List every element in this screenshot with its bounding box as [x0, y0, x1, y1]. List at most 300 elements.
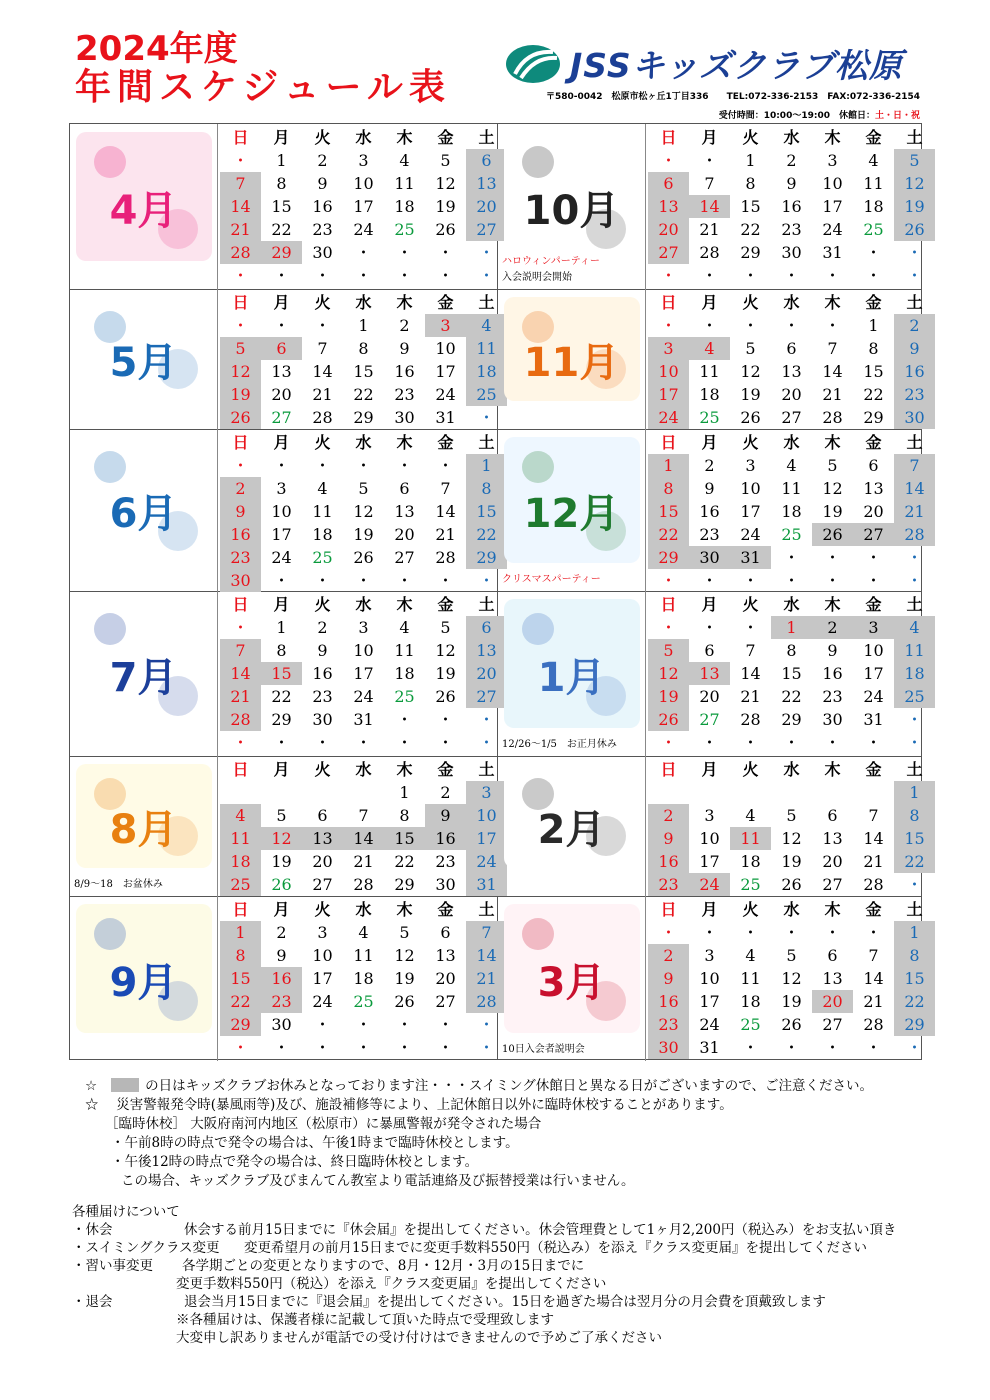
calendar-day: 3 — [276, 479, 287, 498]
empty-day: ・ — [396, 266, 413, 285]
calendar-day: 13 — [466, 172, 507, 195]
weekday-header: 土 — [478, 595, 495, 614]
calendar-day: 12 — [648, 662, 689, 685]
calendar-day: 3 — [827, 151, 838, 170]
calendar-day: 15 — [271, 197, 292, 216]
brand-logo-icon — [505, 44, 561, 84]
month-caption: 8/9～18 お盆休み — [74, 879, 163, 890]
weekday-header: 火 — [314, 760, 331, 779]
closure-rule-noon: ・午後12時の時点で発令の場合は、終日臨時休校とします。 — [111, 1154, 479, 1170]
empty-day: ・ — [314, 456, 331, 475]
calendar-day: 6 — [704, 641, 715, 660]
calendar-day: 28 — [863, 875, 884, 894]
empty-day: ・ — [906, 1038, 923, 1057]
calendar-day: 12 — [781, 829, 802, 848]
calendar-day: 23 — [261, 990, 302, 1013]
calendar-day: 31 — [466, 873, 507, 896]
calendar-day: 6 — [317, 806, 328, 825]
empty-day: ・ — [660, 733, 677, 752]
calendar-day: 4 — [689, 337, 730, 360]
empty-day: ・ — [701, 266, 718, 285]
calendar-day: 13 — [435, 946, 456, 965]
calendar-day: 9 — [220, 500, 261, 523]
calendar-day: 27 — [466, 685, 507, 708]
calendar-day: 22 — [648, 523, 689, 546]
weekday-header: 木 — [396, 900, 413, 919]
calendar-day: 13 — [466, 639, 507, 662]
month-label: 6月 — [109, 491, 178, 537]
calendar-day: 26 — [220, 406, 261, 429]
form-value: 変更手数料550円（税込）を添え『クラス変更届』を提出してください — [176, 1276, 607, 1292]
weekday-header: 月 — [273, 900, 290, 919]
empty-day: ・ — [273, 456, 290, 475]
empty-day: ・ — [824, 733, 841, 752]
calendar-day: 24 — [689, 873, 730, 896]
weekday-header: 木 — [396, 433, 413, 452]
weekday-header: 土 — [478, 900, 495, 919]
weekday-header: 水 — [783, 128, 800, 147]
calendar-day: 5 — [440, 618, 451, 637]
weekday-header: 水 — [355, 128, 372, 147]
calendar-day: 18 — [863, 197, 884, 216]
calendar-day: 23 — [312, 687, 333, 706]
empty-day: ・ — [906, 243, 923, 262]
weekday-header: 木 — [396, 595, 413, 614]
calendar-day: 27 — [822, 1015, 843, 1034]
calendar-day: 19 — [353, 525, 374, 544]
empty-day: ・ — [232, 1038, 249, 1057]
month-block — [498, 591, 923, 756]
weekday-header: 金 — [865, 128, 882, 147]
month-caption: 12/26～1/5 お正月休み — [502, 739, 617, 750]
calendar-day: 14 — [894, 477, 935, 500]
weekday-header: 金 — [437, 760, 454, 779]
weekday-header: 金 — [437, 433, 454, 452]
title-main: 年間スケジュール表 — [75, 67, 451, 109]
calendar-day: 26 — [781, 1015, 802, 1034]
calendar-day: 22 — [353, 385, 374, 404]
calendar-day: 24 — [863, 687, 884, 706]
calendar-day: 3 — [648, 337, 689, 360]
empty-day: ・ — [783, 733, 800, 752]
calendar-day: 24 — [353, 220, 374, 239]
calendar-day: 1 — [220, 921, 261, 944]
month-illustration — [70, 756, 218, 896]
calendar-day: 17 — [312, 969, 333, 988]
calendar-day: 12 — [394, 946, 415, 965]
calendar-day: 24 — [466, 850, 507, 873]
calendar-day — [343, 781, 384, 804]
calendar-day: 10 — [740, 479, 761, 498]
calendar-day: 26 — [648, 708, 689, 731]
calendar-day: 14 — [343, 827, 384, 850]
calendar-day: 8 — [894, 804, 935, 827]
disaster-note: ☆ 災害警報発令時(暴風雨等)及び、施設補修等により、上記休館日以外に臨時休校することがあります。 — [85, 1097, 733, 1113]
weekday-header: 月 — [273, 293, 290, 312]
weekday-header: 水 — [783, 900, 800, 919]
calendar-day: 18 — [394, 664, 415, 683]
weekday-header: 木 — [824, 128, 841, 147]
empty-day: ・ — [742, 618, 759, 637]
page-title — [75, 30, 451, 108]
calendar-day: 23 — [822, 687, 843, 706]
calendar-day: 3 — [358, 151, 369, 170]
empty-day: ・ — [742, 316, 759, 335]
calendar-day: 15 — [781, 664, 802, 683]
form-row — [72, 1329, 922, 1347]
empty-day: ・ — [783, 571, 800, 590]
empty-day: ・ — [273, 733, 290, 752]
month-block — [70, 756, 495, 896]
weekday-header: 月 — [701, 900, 718, 919]
month-illustration — [498, 429, 646, 591]
calendar-day: 22 — [271, 687, 292, 706]
calendar-day: 21 — [740, 687, 761, 706]
calendar-day: 5 — [358, 479, 369, 498]
calendar-day: 16 — [894, 360, 935, 383]
calendar-day: 5 — [648, 639, 689, 662]
empty-day: ・ — [232, 316, 249, 335]
calendar-day: 5 — [220, 337, 261, 360]
calendar-day: 4 — [868, 151, 879, 170]
calendar-day: 25 — [466, 383, 507, 406]
calendar-day: 22 — [894, 850, 935, 873]
month-label: 7月 — [109, 654, 178, 701]
empty-day: ・ — [232, 618, 249, 637]
empty-day: ・ — [396, 733, 413, 752]
calendar-day: 15 — [220, 967, 261, 990]
empty-day: ・ — [478, 266, 495, 285]
weekday-header: 土 — [906, 595, 923, 614]
weekday-header: 水 — [355, 760, 372, 779]
empty-day: ・ — [783, 1038, 800, 1057]
calendar-day: 13 — [394, 502, 415, 521]
calendar-day: 9 — [317, 174, 328, 193]
calendar-day: 12 — [261, 827, 302, 850]
calendar-day — [689, 781, 730, 804]
calendar-day: 11 — [220, 827, 261, 850]
weekday-header: 木 — [824, 900, 841, 919]
weekday-header: 水 — [783, 433, 800, 452]
form-key: ・習い事変更 — [72, 1258, 153, 1274]
calendar-day: 13 — [822, 969, 843, 988]
calendar-day: 4 — [358, 923, 369, 942]
calendar-day: 9 — [704, 479, 715, 498]
weekday-header: 木 — [824, 760, 841, 779]
closure-no-call-note: この場合、キッズクラブ及びまんてん教室より電話連絡及び振替授業は行いません。 — [121, 1173, 635, 1189]
calendar-day: 27 — [853, 523, 894, 546]
calendar-day: 18 — [394, 197, 415, 216]
month-block — [498, 124, 923, 289]
month-illustration — [70, 896, 218, 1061]
form-value: 退会当月15日までに『退会届』を提出してください。15日を過ぎた場合は翌月分の月会費を頂戴致します — [184, 1294, 826, 1310]
calendar-day: 21 — [894, 500, 935, 523]
form-row — [72, 1311, 922, 1329]
calendar-day: 6 — [868, 456, 879, 475]
calendar-day: 1 — [399, 783, 410, 802]
calendar-day: 3 — [704, 946, 715, 965]
calendar-day: 19 — [220, 383, 261, 406]
address-line: 〒580-0042 松原市松ヶ丘1丁目336 TEL:072-336-2153 FAX:072-336-2154 — [545, 92, 920, 102]
closure-rule-morning: ・午前8時の時点で発令の場合は、午後1時まで臨時休校とします。 — [111, 1135, 519, 1151]
calendar-day: 17 — [740, 502, 761, 521]
calendar-day: 6 — [466, 149, 507, 172]
calendar-day: 23 — [781, 220, 802, 239]
calendar-day: 3 — [466, 781, 507, 804]
calendar-day: 5 — [827, 456, 838, 475]
calendar-day: 15 — [863, 362, 884, 381]
empty-day: ・ — [660, 618, 677, 637]
calendar-day: 2 — [220, 477, 261, 500]
empty-day: ・ — [742, 923, 759, 942]
calendar-day: 30 — [648, 1036, 689, 1059]
calendar-day: 7 — [317, 339, 328, 358]
calendar-day: 12 — [435, 174, 456, 193]
weekday-header: 水 — [783, 760, 800, 779]
month-block — [498, 289, 923, 429]
calendar-day: 9 — [317, 641, 328, 660]
weekday-header: 火 — [314, 293, 331, 312]
weekday-header: 土 — [906, 293, 923, 312]
calendar-day: 22 — [894, 990, 935, 1013]
month-label: 5月 — [109, 340, 178, 386]
calendar-day: 19 — [648, 685, 689, 708]
calendar-day: 8 — [466, 477, 507, 500]
empty-day: ・ — [437, 1038, 454, 1057]
calendar-day: 20 — [466, 195, 507, 218]
calendar-day: 14 — [822, 362, 843, 381]
calendar-day: 26 — [394, 992, 415, 1011]
weekday-header: 水 — [783, 595, 800, 614]
empty-day: ・ — [355, 733, 372, 752]
calendar-day: 2 — [317, 151, 328, 170]
calendar-day: 31 — [822, 243, 843, 262]
form-value: 各学期ごとの変更となりますので、8月・12月・3月の15日までに — [182, 1258, 585, 1274]
calendar-day: 11 — [353, 946, 374, 965]
calendar-day: 29 — [271, 710, 292, 729]
calendar-day: 16 — [781, 197, 802, 216]
weekday-header: 日 — [660, 595, 677, 614]
calendar-day: 3 — [317, 923, 328, 942]
calendar-day: 6 — [399, 479, 410, 498]
calendar-day: 26 — [271, 875, 292, 894]
empty-day: ・ — [437, 571, 454, 590]
calendar-day: 24 — [699, 1015, 720, 1034]
calendar-day: 6 — [440, 923, 451, 942]
empty-day: ・ — [396, 710, 413, 729]
calendar-day: 14 — [220, 195, 261, 218]
month-caption: ハロウィンパーティー — [502, 256, 600, 267]
calendar-day: 24 — [648, 406, 689, 429]
empty-day: ・ — [396, 1015, 413, 1034]
empty-day: ・ — [783, 923, 800, 942]
calendar-day: 25 — [863, 220, 884, 239]
weekday-header: 月 — [273, 433, 290, 452]
form-row — [72, 1257, 922, 1275]
form-value: 休会する前月15日までに『休会届』を提出してください。休会管理費として1ヶ月2,200円（税込み）をお支払い頂き — [184, 1222, 897, 1238]
empty-day: ・ — [660, 316, 677, 335]
form-key: ・退会 — [72, 1294, 113, 1310]
calendar-day: 15 — [353, 362, 374, 381]
calendar-day: 12 — [822, 479, 843, 498]
calendar-day: 2 — [786, 151, 797, 170]
calendar-day: 13 — [271, 362, 292, 381]
temporary-closure-heading: ［臨時休校］ 大阪府南河内地区（松原市）に暴風警報が発令された場合 — [105, 1116, 542, 1132]
calendar-day: 8 — [220, 944, 261, 967]
month-caption: 10日入会者説明会 — [502, 1044, 585, 1055]
calendar-day: 16 — [425, 827, 466, 850]
calendar-day: 8 — [358, 339, 369, 358]
weekday-header: 金 — [865, 595, 882, 614]
calendar-day: 17 — [271, 525, 292, 544]
weekday-header: 金 — [437, 900, 454, 919]
calendar-day: 5 — [399, 923, 410, 942]
empty-day: ・ — [660, 151, 677, 170]
empty-day: ・ — [783, 548, 800, 567]
calendar-day: 7 — [220, 639, 261, 662]
calendar-day: 8 — [399, 806, 410, 825]
calendar-day: 18 — [894, 662, 935, 685]
weekday-header: 金 — [865, 900, 882, 919]
weekday-header: 月 — [701, 293, 718, 312]
empty-day: ・ — [355, 266, 372, 285]
calendar-day: 17 — [648, 383, 689, 406]
empty-day: ・ — [865, 266, 882, 285]
weekday-header: 月 — [273, 760, 290, 779]
calendar-day: 24 — [271, 548, 292, 567]
calendar-day: 26 — [781, 875, 802, 894]
calendar-day: 8 — [276, 641, 287, 660]
month-illustration — [498, 896, 646, 1061]
weekday-header: 水 — [355, 433, 372, 452]
empty-day: ・ — [478, 408, 495, 427]
calendar-day: 18 — [699, 385, 720, 404]
empty-day: ・ — [824, 316, 841, 335]
calendar-day: 24 — [435, 385, 456, 404]
calendar-day: 14 — [863, 969, 884, 988]
empty-day: ・ — [865, 923, 882, 942]
calendar-day: 20 — [699, 687, 720, 706]
calendar-day: 10 — [822, 174, 843, 193]
calendar-day: 31 — [353, 710, 374, 729]
weekday-header: 土 — [478, 760, 495, 779]
month-block — [70, 591, 495, 756]
calendar-day: 13 — [781, 362, 802, 381]
calendar-day: 31 — [863, 710, 884, 729]
empty-day: ・ — [824, 571, 841, 590]
calendar-day: 30 — [271, 1015, 292, 1034]
calendar-day: 26 — [812, 523, 853, 546]
calendar-day: 5 — [440, 151, 451, 170]
empty-day: ・ — [742, 1038, 759, 1057]
empty-day: ・ — [355, 571, 372, 590]
form-row — [72, 1275, 922, 1293]
calendar-day: 11 — [894, 639, 935, 662]
calendar-day: 18 — [466, 360, 507, 383]
calendar-day: 9 — [399, 339, 410, 358]
calendar-day: 2 — [648, 804, 689, 827]
empty-day: ・ — [437, 710, 454, 729]
calendar-day: 26 — [353, 548, 374, 567]
weekday-header: 土 — [906, 433, 923, 452]
annual-calendar — [69, 123, 925, 1060]
form-value: 大変申し訳ありませんが電話での受け付けはできませんので予めご了承ください — [176, 1330, 662, 1346]
calendar-day: 14 — [435, 502, 456, 521]
empty-day: ・ — [824, 548, 841, 567]
empty-day: ・ — [701, 923, 718, 942]
empty-day: ・ — [232, 151, 249, 170]
calendar-day: 25 — [394, 220, 415, 239]
form-value: 変更希望月の前月15日までに変更手数料550円（税込み）を添え『クラス変更届』を提出してください — [244, 1240, 868, 1256]
empty-day: ・ — [396, 243, 413, 262]
calendar-day: 31 — [435, 408, 456, 427]
calendar-day: 20 — [822, 852, 843, 871]
calendar-day: 29 — [466, 546, 507, 569]
calendar-day: 19 — [740, 385, 761, 404]
forms-section — [72, 1203, 922, 1347]
calendar-day: 22 — [781, 687, 802, 706]
calendar-day: 7 — [868, 806, 879, 825]
calendar-day: 22 — [271, 220, 292, 239]
calendar-day — [261, 781, 302, 804]
empty-day: ・ — [906, 266, 923, 285]
calendar-day: 29 — [353, 408, 374, 427]
calendar-day: 11 — [740, 969, 761, 988]
weekday-header: 水 — [783, 293, 800, 312]
calendar-day: 23 — [894, 383, 935, 406]
weekday-header: 水 — [355, 293, 372, 312]
weekday-header: 火 — [742, 293, 759, 312]
calendar-day: 14 — [689, 195, 730, 218]
calendar-day: 26 — [740, 408, 761, 427]
calendar-day: 6 — [261, 337, 302, 360]
weekday-header: 日 — [232, 595, 249, 614]
empty-day: ・ — [355, 1038, 372, 1057]
month-illustration — [70, 124, 218, 289]
calendar-day: 29 — [261, 241, 302, 264]
calendar-day: 16 — [822, 664, 843, 683]
weekday-header: 月 — [701, 760, 718, 779]
brand-name: JSSキッズクラブ松原 — [570, 46, 903, 85]
weekday-header: 金 — [865, 433, 882, 452]
calendar-day: 16 — [648, 850, 689, 873]
form-row — [72, 1293, 922, 1311]
empty-day: ・ — [314, 733, 331, 752]
calendar-day: 20 — [812, 990, 853, 1013]
weekday-header: 月 — [701, 433, 718, 452]
empty-day: ・ — [783, 266, 800, 285]
weekday-header: 金 — [865, 760, 882, 779]
calendar-day: 18 — [220, 850, 261, 873]
form-row — [72, 1221, 922, 1239]
calendar-day: 14 — [740, 664, 761, 683]
calendar-day: 28 — [822, 408, 843, 427]
calendar-day: 29 — [781, 710, 802, 729]
calendar-day: 14 — [863, 829, 884, 848]
empty-day: ・ — [906, 548, 923, 567]
empty-day: ・ — [701, 316, 718, 335]
calendar-day: 30 — [822, 710, 843, 729]
calendar-day: 9 — [827, 641, 838, 660]
weekday-header: 日 — [660, 433, 677, 452]
calendar-day: 14 — [312, 362, 333, 381]
calendar-day: 30 — [781, 243, 802, 262]
calendar-day — [771, 781, 812, 804]
calendar-day: 30 — [312, 243, 333, 262]
calendar-day: 16 — [312, 197, 333, 216]
month-illustration — [70, 591, 218, 756]
calendar-day: 7 — [704, 174, 715, 193]
